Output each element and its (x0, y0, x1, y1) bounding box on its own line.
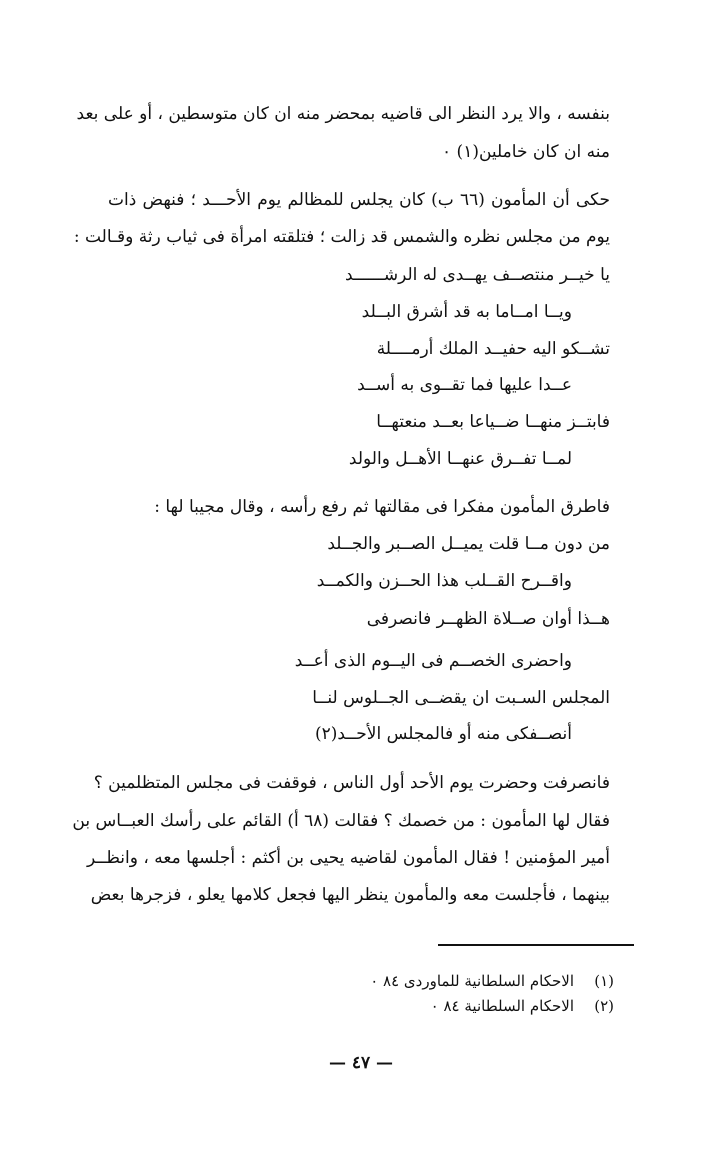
footnote-separator (438, 944, 634, 946)
verse-2-hemistich-2: عــدا عليها فما تقــوى به أســد (357, 375, 572, 395)
verse-6-hemistich-2: أنصــفكى منه أو فالمجلس الأحــد(٢) (314, 724, 572, 744)
verse-2-hemistich-1: تشــكو اليه حفيــد الملك أرمــــلة (376, 339, 610, 359)
verse-5-hemistich-2: واحضرى الخصــم فى اليــوم الذى أعــد (294, 651, 572, 671)
paragraph-4-line-2: فقال لها المأمون : من خصمك ؟ فقالت (٦٨ أ) القائم على رأسك العبــاس بن (72, 811, 610, 831)
paragraph-3-line-1: فاطرق المأمون مفكرا فى مقالتها ثم رفع رأسه ، وقال مجيبا لها : (154, 497, 610, 517)
paragraph-4-line-1: فانصرفت وحضرت يوم الأحد أول الناس ، فوقفت فى مجلس المتظلمين ؟ (93, 773, 610, 793)
page-number: — ٤٧ — (328, 1053, 394, 1073)
paragraph-1-line-1: بنفسه ، والا يرد النظر الى قاضيه بمحضر منه ان كان متوسطين ، أو على بعد (76, 104, 610, 124)
verse-4-hemistich-1: من دون مــا قلت يميــل الصــبر والجــلد (327, 534, 610, 554)
paragraph-4-line-3: أمير المؤمنين ! فقال المأمون لقاضيه يحيى بن أكثم : أجلسها معه ، وانظــر (87, 848, 610, 868)
paragraph-4-line-4: بينهما ، فأجلست معه والمأمون ينظر اليها فجعل كلامها يعلو ، فزجرها بعض (90, 885, 610, 905)
verse-4-hemistich-2: واقــرح القــلب هذا الحــزن والكمــد (316, 571, 572, 591)
verse-3-hemistich-1: فابتــز منهــا ضــياعا بعــد منعتهــا (376, 412, 610, 432)
paragraph-1-line-2: منه ان كان خاملين(١) ٠ (442, 142, 610, 162)
footnote-2-text: الاحكام السلطانية ٨٤ ٠ (430, 997, 574, 1015)
footnote-1-text: الاحكام السلطانية للماوردى ٨٤ ٠ (370, 972, 574, 990)
verse-1-hemistich-2: ويــا امــاما به قد أشرق البــلد (361, 302, 572, 322)
paragraph-2-line-2: يوم من مجلس نظره والشمس قد زالت ؛ فتلقته امرأة فى ثياب رثة وقـالت : (73, 227, 610, 247)
verse-1-hemistich-1: يا خيــر منتصــف يهــدى له الرشــــــد (345, 265, 610, 285)
verse-5-hemistich-1: هــذا أوان صــلاة الظهــر فانصرفى (366, 609, 610, 629)
verse-6-hemistich-1: المجلس السـبت ان يقضــى الجــلوس لنــا (312, 688, 610, 708)
paragraph-2-line-1: حكى أن المأمون (٦٦ ب) كان يجلس للمظالم يوم الأحـــد ؛ فنهض ذات (108, 190, 610, 210)
verse-3-hemistich-2: لمــا تفــرق عنهــا الأهــل والولد (348, 449, 572, 469)
footnote-1-number: (١) (594, 972, 614, 990)
footnote-2-number: (٢) (594, 997, 614, 1015)
